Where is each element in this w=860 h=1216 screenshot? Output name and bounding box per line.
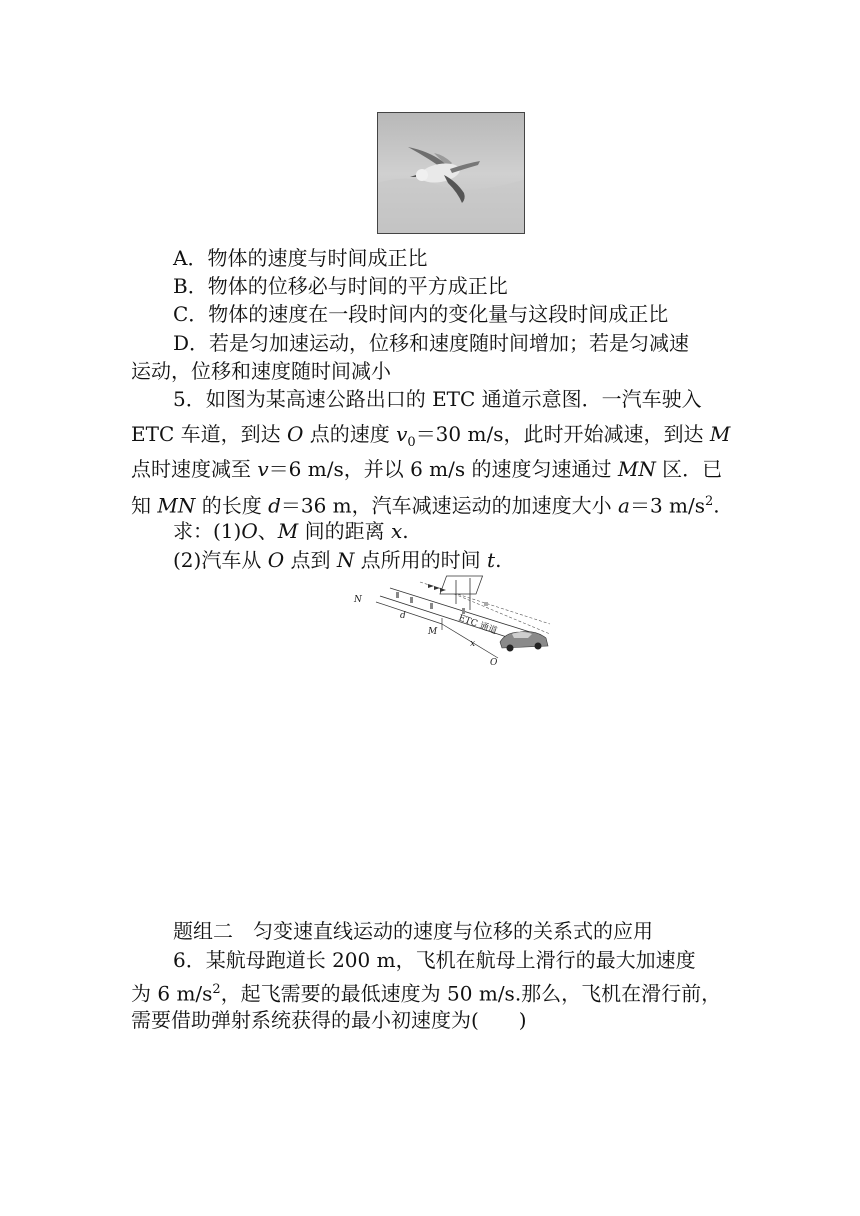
- text: ＝30 m/s，此时开始减速，到达: [415, 422, 710, 446]
- etc-lane-diagram: [350, 572, 560, 668]
- lane-post: [484, 602, 488, 606]
- segment-mn: MN: [157, 493, 196, 518]
- text: .: [402, 519, 409, 543]
- label-m: M: [428, 627, 438, 637]
- text: 求：(1): [173, 519, 242, 543]
- label-x: x: [470, 639, 476, 649]
- gantry-sign: [440, 576, 483, 594]
- seagull-photo: [377, 112, 525, 234]
- superscript: 2: [212, 982, 221, 997]
- option-c: C．物体的速度在一段时间内的变化量与这段时间成正比: [173, 302, 669, 326]
- lane-post: [410, 597, 413, 603]
- q6-line1: 6．某航母跑道长 200 m，飞机在航母上滑行的最大加速度: [173, 948, 696, 972]
- option-d-line2: 运动，位移和速度随时间减小: [131, 359, 391, 383]
- subscript: 0: [407, 435, 416, 450]
- text: ETC 车道，到达: [131, 422, 287, 446]
- var-t: t: [487, 548, 496, 572]
- text: .: [495, 548, 502, 572]
- q5-line4: [0, 488, 860, 516]
- car-wheel: [535, 643, 542, 650]
- lane-post: [396, 592, 399, 598]
- arrow-marker: [428, 584, 434, 588]
- text: 点的速度: [303, 422, 397, 446]
- label-d: d: [400, 611, 406, 621]
- point-o: O: [267, 548, 285, 572]
- segment-mn: MN: [617, 457, 656, 481]
- text: 为 6 m/s: [131, 981, 213, 1006]
- q5-part2: [0, 546, 860, 574]
- point-o: O: [241, 519, 258, 543]
- text: (2)汽车从: [173, 548, 268, 572]
- point-m: M: [709, 422, 731, 446]
- q6-line2: [0, 976, 860, 1004]
- label-o: O: [490, 658, 498, 668]
- point-o: O: [286, 422, 304, 446]
- var-v: v: [257, 457, 269, 481]
- label-n: N: [354, 595, 362, 605]
- text: 区．已: [655, 457, 723, 481]
- text: 点到: [284, 548, 337, 572]
- q5-line2: [0, 420, 860, 448]
- q5-part1: [0, 517, 860, 545]
- q6-line3: 需要借助弹射系统获得的最小初速度为( ): [131, 1008, 527, 1032]
- lane-post: [462, 608, 465, 614]
- option-d-line1: D．若是匀加速运动，位移和速度随时间增加；若是匀减速: [173, 331, 690, 355]
- car-wheel: [507, 645, 514, 652]
- text: .: [713, 493, 720, 518]
- lane-edge: [390, 588, 530, 632]
- superscript: 2: [705, 494, 714, 509]
- text: 点时速度减至: [131, 457, 258, 481]
- point-n: N: [336, 548, 355, 572]
- label-etc-lane: ETC 通道: [456, 613, 499, 637]
- text: ，起飞需要的最低速度为 50 m/s.那么，飞机在滑行前，: [220, 981, 722, 1006]
- q5-line1: 5．如图为某高速公路出口的 ETC 通道示意图．一汽车驶入: [173, 387, 702, 411]
- var-x: x: [390, 519, 403, 543]
- var-d: d: [268, 493, 281, 518]
- text: 间的距离: [298, 519, 391, 543]
- text: ＝6 m/s，并以 6 m/s 的速度匀速通过: [268, 457, 618, 481]
- seagull-image: [378, 113, 525, 234]
- arrow-marker: [434, 586, 440, 590]
- text: 、: [257, 519, 278, 543]
- q5-line3: [0, 455, 860, 483]
- text: 点所用的时间: [354, 548, 488, 572]
- text: 的长度: [195, 493, 269, 518]
- text: ＝3 m/s: [629, 493, 706, 518]
- option-b: B．物体的位移必与时间的平方成正比: [173, 274, 508, 298]
- var-a: a: [618, 493, 630, 518]
- lane-post: [430, 603, 433, 609]
- text: 知: [131, 493, 158, 518]
- section-heading: 题组二 匀变速直线运动的速度与位移的关系式的应用: [173, 919, 653, 943]
- var-v0: v: [396, 422, 408, 446]
- point-m: M: [277, 519, 299, 543]
- text: ＝36 m，汽车减速运动的加速度大小: [280, 493, 619, 518]
- option-a: A．物体的速度与时间成正比: [173, 246, 428, 270]
